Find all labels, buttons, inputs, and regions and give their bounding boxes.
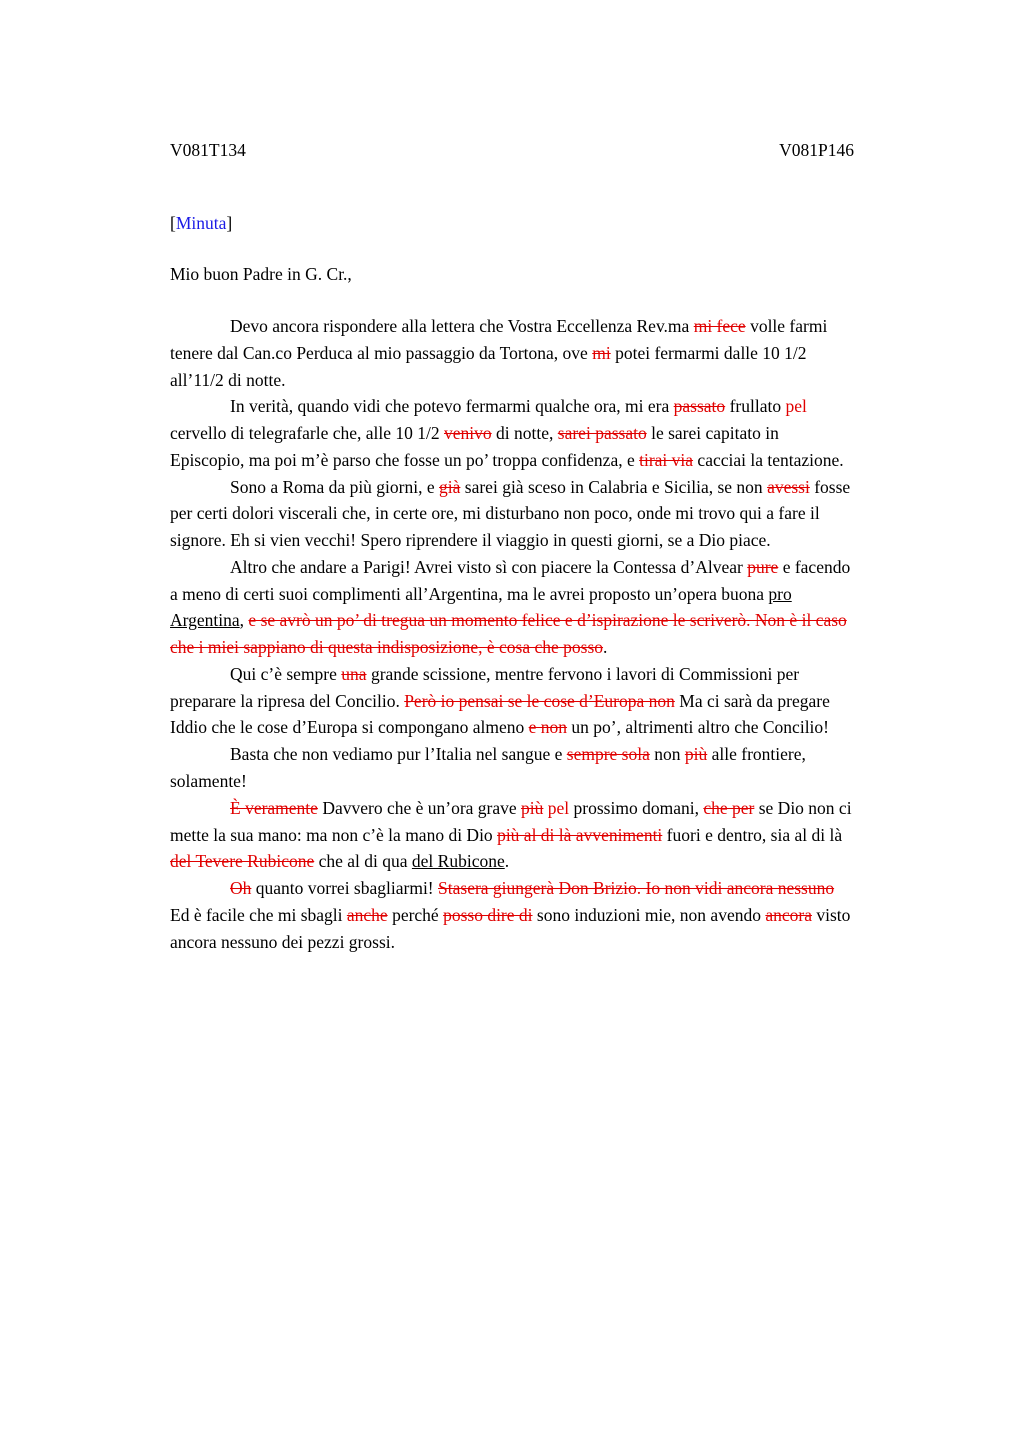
text-run: un po’, altrimenti altro che Concilio! bbox=[567, 717, 829, 738]
text-run: visto ancora nessuno dei pezzi grossi. bbox=[170, 904, 851, 952]
text-run: di notte, bbox=[491, 423, 558, 444]
paragraph bbox=[170, 795, 854, 875]
deleted-text: Stasera giungerà Don Brizio. Io non vidi ancora nessuno bbox=[438, 878, 835, 899]
page-header bbox=[170, 140, 854, 161]
deleted-text: passato bbox=[673, 396, 726, 417]
deleted-text: più bbox=[521, 797, 544, 818]
inserted-text: pel bbox=[785, 396, 807, 417]
deleted-text: tirai via bbox=[639, 449, 694, 470]
deleted-text: venivo bbox=[444, 423, 492, 444]
text-run: Altro che andare a Parigi! Avrei visto sì con piacere la Contessa d’Alvear bbox=[230, 556, 748, 577]
deleted-text: ancora bbox=[765, 904, 812, 925]
header-left-code: V081T134 bbox=[170, 140, 246, 160]
text-run: le sarei capitato in Episcopio, ma poi m’è parso che fosse un po’ troppa confidenza, e bbox=[170, 423, 779, 470]
text-run: e facendo a meno di certi suoi complimenti all’Argentina, ma le avrei proposto un’opera buona bbox=[170, 556, 851, 604]
text-run: fosse per certi dolori viscerali che, in certe ore, mi disturbano non poco, onde mi trovo qui a fare il signore. Eh si vien vecchi! Spero riprendere il viaggio in questi giorni, se a Dio piace. bbox=[170, 476, 851, 551]
bracket-open: [ bbox=[170, 213, 176, 233]
deleted-text: posso dire di bbox=[443, 904, 533, 925]
text-run: Davvero che è un’ora grave bbox=[317, 797, 522, 818]
text-run: volle farmi tenere dal Can.co Perduca al mio passaggio da Tortona, ove bbox=[170, 316, 828, 363]
paragraph bbox=[170, 393, 854, 473]
underlined-text: del Rubicone bbox=[411, 851, 505, 872]
deleted-text: più al di là avvenimenti bbox=[497, 824, 663, 845]
deleted-text: avessi bbox=[767, 476, 810, 497]
paragraph bbox=[170, 875, 854, 955]
text-run: fuori e dentro, sia al di là bbox=[662, 824, 843, 845]
letter-body bbox=[170, 313, 854, 955]
text-run: . bbox=[504, 851, 510, 872]
text-run: Basta che non vediamo pur l’Italia nel sangue e bbox=[230, 744, 567, 765]
text-run: prossimo domani, bbox=[569, 797, 704, 818]
deleted-text: anche bbox=[346, 904, 388, 925]
text-run: cacciai la tentazione. bbox=[693, 449, 844, 470]
text-run: grande scissione, mentre fervono i lavori di Commissioni per preparare la ripresa del Concilio. bbox=[170, 663, 800, 711]
deleted-text: mi fece bbox=[693, 316, 746, 336]
deleted-text: e se avrò un po’ di tregua un momento felice e d’ispirazione le scriverò. Non è il caso che i miei sappiano di questa indisposizione, è cosa che posso bbox=[170, 610, 847, 658]
deleted-text: pure bbox=[747, 556, 779, 577]
text-run: non bbox=[649, 744, 685, 765]
text-run: cervello di telegrafarle che, alle 10 1/2 bbox=[170, 423, 445, 444]
text-run: Qui c’è sempre bbox=[230, 663, 342, 684]
text-run: In verità, quando vidi che potevo fermarmi qualche ora, mi era bbox=[230, 396, 674, 417]
header-right-code: V081P146 bbox=[779, 140, 854, 160]
text-run: sono induzioni mie, non avendo bbox=[532, 904, 766, 925]
deleted-text: Oh bbox=[230, 878, 252, 899]
deleted-text: mi bbox=[592, 342, 611, 363]
minuta-label: Minuta bbox=[175, 213, 227, 233]
paragraph bbox=[170, 313, 854, 393]
document-content bbox=[170, 140, 854, 955]
salutation: Mio buon Padre in G. Cr., bbox=[170, 264, 352, 284]
text-run: perché bbox=[387, 904, 444, 925]
deleted-text: sempre sola bbox=[566, 744, 650, 765]
paragraph bbox=[170, 474, 854, 554]
deleted-text: già bbox=[439, 476, 461, 497]
minuta-label-line bbox=[170, 213, 854, 234]
text-run: , bbox=[239, 610, 249, 631]
text-run: se Dio non ci mette la sua mano: ma non c’è la mano di Dio bbox=[170, 797, 852, 845]
deleted-text: Però io pensai se le cose d’Europa non bbox=[404, 690, 675, 711]
paragraph bbox=[170, 554, 854, 661]
inserted-text: pel bbox=[547, 797, 570, 818]
text-run: alle frontiere, solamente! bbox=[170, 744, 806, 792]
deleted-text: È veramente bbox=[230, 797, 318, 818]
paragraph bbox=[170, 741, 854, 795]
text-run: che al di qua bbox=[314, 851, 412, 872]
bracket-close: ] bbox=[226, 213, 233, 233]
text-run: Devo ancora rispondere alla lettera che Vostra Eccellenza Rev.ma bbox=[230, 316, 694, 336]
deleted-text: più bbox=[684, 744, 708, 765]
text-run: sarei già sceso in Calabria e Sicilia, se non bbox=[460, 476, 768, 497]
deleted-text: e non bbox=[528, 717, 568, 738]
underlined-text: pro Argentina bbox=[170, 583, 792, 631]
text-run: frullato bbox=[725, 396, 786, 417]
deleted-text: che per bbox=[703, 797, 755, 818]
text-run: . bbox=[603, 637, 608, 658]
paragraph bbox=[170, 661, 854, 741]
text-run: Ma ci sarà da pregare Iddio che le cose d’Europa si compongano almeno bbox=[170, 690, 830, 738]
deleted-text: del Tevere Rubicone bbox=[170, 851, 315, 872]
deleted-text: sarei passato bbox=[557, 423, 647, 444]
text-run: potei fermarmi dalle 10 1/2 all’11/2 di notte. bbox=[170, 342, 807, 390]
text-run: Ed è facile che mi sbagli bbox=[170, 904, 347, 925]
deleted-text: una bbox=[341, 663, 367, 684]
text-run: quanto vorrei sbagliarmi! bbox=[251, 878, 439, 899]
text-run: Sono a Roma da più giorni, e bbox=[230, 476, 440, 497]
